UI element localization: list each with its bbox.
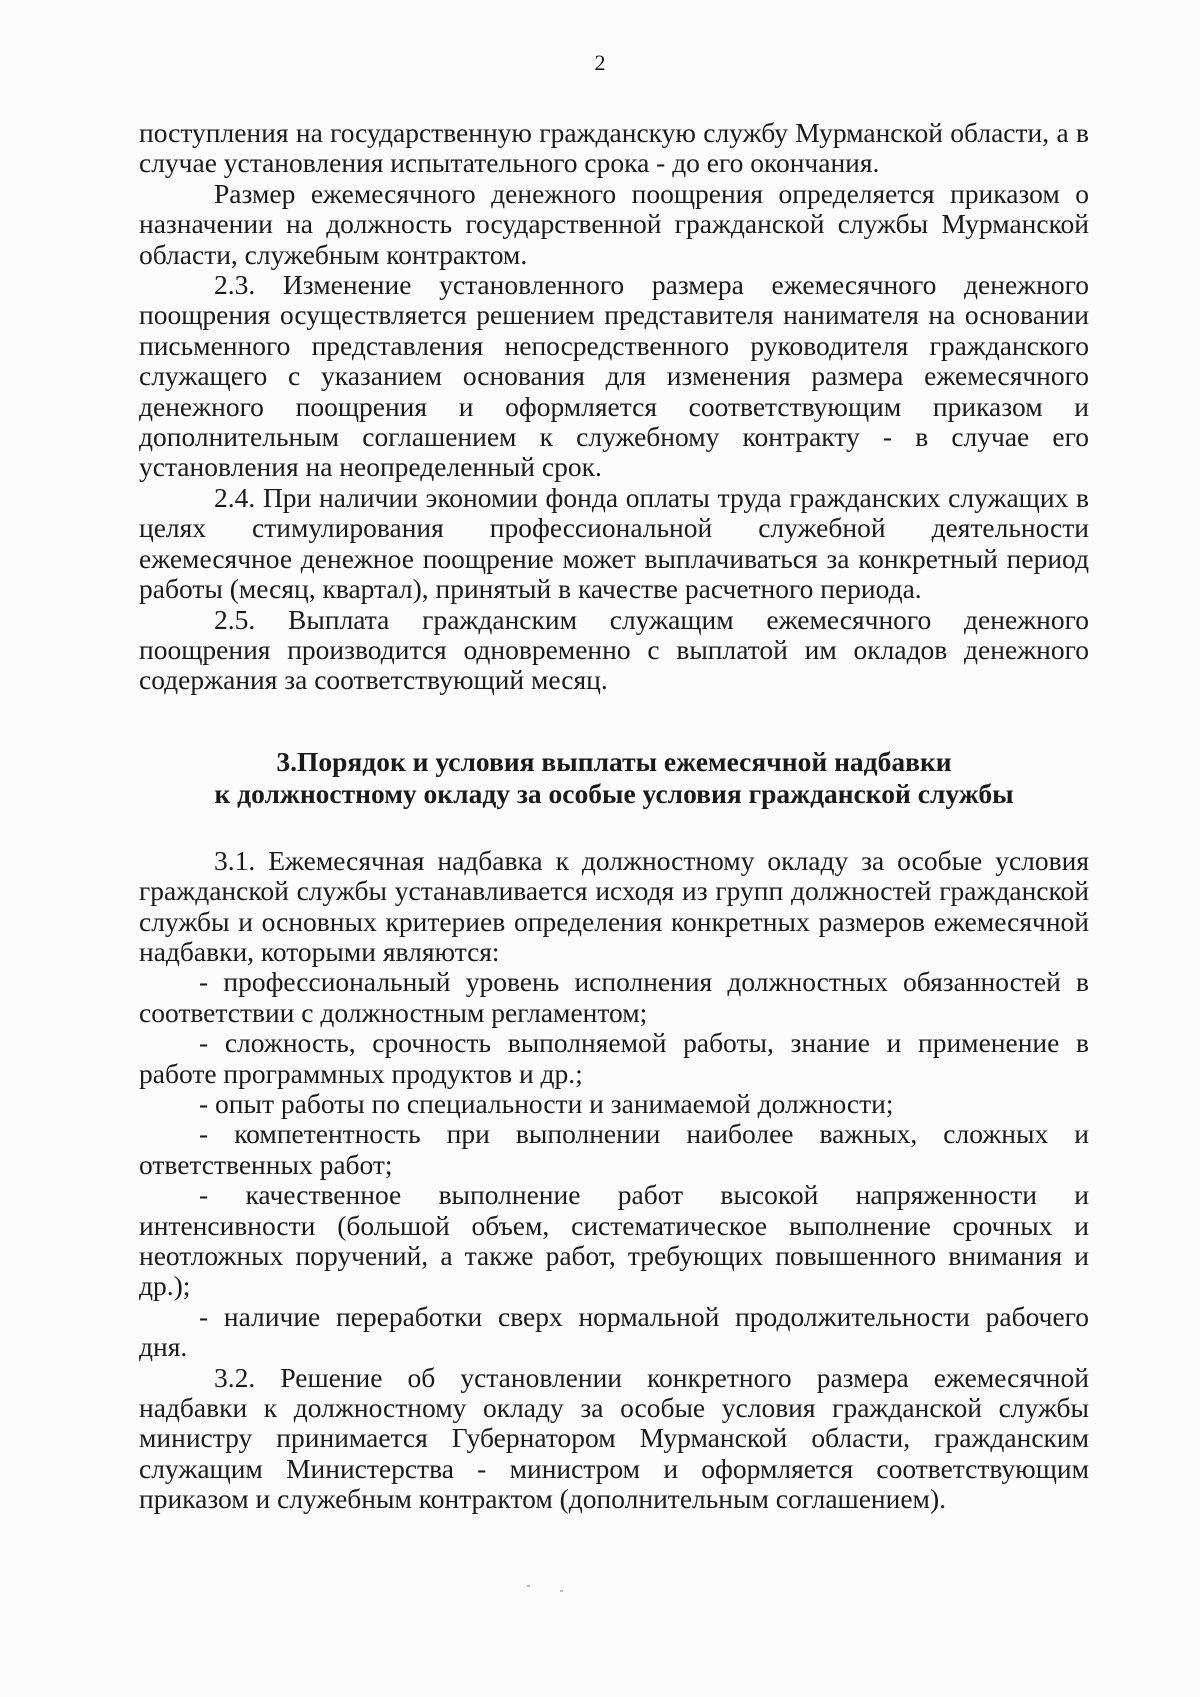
paragraph-bonus-size: Размер ежемесячного денежного поощрения определяется приказом о назначении на должность государственной гражданской службы Мурманской области, служебным контрактом. bbox=[139, 177, 1089, 270]
paragraph-2-3: 2.3. Изменение установленного размера ежемесячного денежного поощрения осуществляется решением представителя нанимателя на основании письменного представления непосредственного руководителя гражданского служащего с указанием основания для изменения размера ежемесячного денежного поощрения и оформляется соответствующим приказом и дополнительным соглашением к служебному контракту - в случае его установления на неопределенный срок. bbox=[139, 269, 1089, 483]
section-3-heading bbox=[139, 746, 1089, 810]
section-3-heading-line-1: 3.Порядок и условия выплаты ежемесячной надбавки bbox=[276, 745, 952, 777]
document-body bbox=[139, 118, 1089, 1515]
paragraph-continuation: поступления на государственную гражданскую службу Мурманской области, а в случае установления испытательного срока - до его окончания. bbox=[139, 117, 1089, 179]
criteria-item: - наличие переработки сверх нормальной продолжительности рабочего дня. bbox=[139, 1300, 1089, 1363]
criteria-item: - качественное выполнение работ высокой напряженности и интенсивности (большой объем, систематическое выполнение срочных и неотложных поручений, а также работ, требующих повышенного внимания и др.); bbox=[139, 1179, 1089, 1302]
paragraph-3-1: 3.1. Ежемесячная надбавка к должностному окладу за особые условия гражданской службы устанавливается исходя из групп должностей гражданской службы и основных критериев определения конкретных размеров ежемесячной надбавки, которыми являются: bbox=[139, 844, 1089, 967]
paragraph-2-5: 2.5. Выплата гражданским служащим ежемесячного денежного поощрения производится одновременно с выплатой им окладов денежного содержания за соответствующий месяц. bbox=[139, 603, 1089, 696]
criteria-item: - опыт работы по специальности и занимаемой должности; bbox=[199, 1087, 894, 1119]
page-number: 2 bbox=[594, 50, 606, 75]
criteria-item: - профессиональный уровень исполнения должностных обязанностей в соответствии с должностным регламентом; bbox=[139, 966, 1089, 1028]
paragraph-3-2: 3.2. Решение об установлении конкретного размера ежемесячной надбавки к должностному окладу за особые условия гражданской службы министру принимается Губернатором Мурманской области, гражданским служащим Министерства - министром и оформляется соответствующим приказом и служебным контрактом (дополнительным соглашением). bbox=[139, 1361, 1089, 1515]
scan-speck bbox=[560, 1590, 563, 1592]
criteria-item: - компетентность при выполнении наиболее важных, сложных и ответственных работ; bbox=[139, 1118, 1089, 1180]
paragraph-2-4: 2.4. При наличии экономии фонда оплаты труда гражданских служащих в целях стимулирования профессиональной служебной деятельности ежемесячное денежное поощрение может выплачиваться за конкретный период работы (месяц, квартал), принятый в качестве расчетного периода. bbox=[139, 481, 1089, 605]
criteria-item: - сложность, срочность выполняемой работы, знание и применение в работе программных продуктов и др.; bbox=[139, 1027, 1089, 1089]
section-3-heading-line-2: к должностному окладу за особые условия гражданской службы bbox=[214, 777, 1014, 809]
scan-speck bbox=[527, 1585, 530, 1587]
